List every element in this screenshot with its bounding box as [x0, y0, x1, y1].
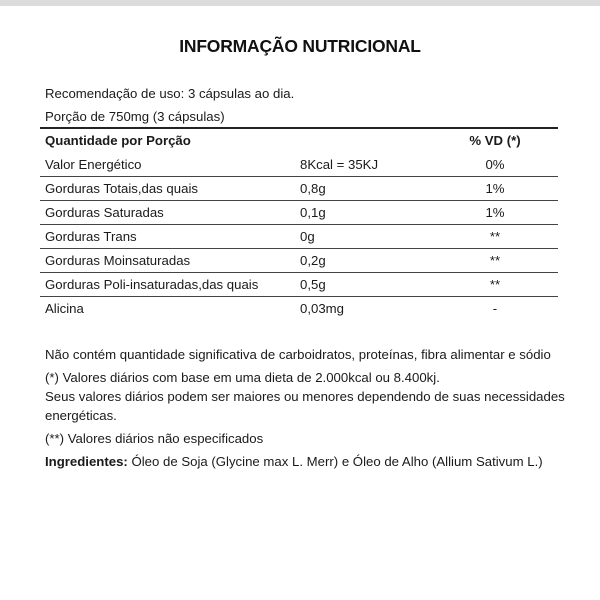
nutrient-vd: 1% [485, 205, 505, 220]
table-row [40, 177, 558, 201]
table-row [40, 201, 558, 225]
header-quantity: Quantidade por Porção [45, 133, 191, 148]
nutrient-vd: - [492, 301, 498, 316]
table-row [40, 273, 558, 297]
nutrient-name: Alicina [45, 301, 84, 316]
nutrient-name: Valor Energético [45, 157, 142, 172]
nutrient-vd: ** [489, 277, 501, 292]
nutrient-amount: 8Kcal = 35KJ [300, 157, 379, 172]
daily-values-note-2: Seus valores diários podem ser maiores ou menores dependendo de suas necessidades energéticas. [45, 389, 565, 423]
nutrient-name: Gorduras Poli-insaturadas,das quais [45, 277, 259, 292]
nutrient-vd: 0% [485, 157, 505, 172]
portion-size: Porção de 750mg (3 cápsulas) [45, 109, 225, 124]
top-bar [0, 0, 600, 6]
table-row [40, 249, 558, 273]
daily-values-note: (*) Valores diários com base em uma dieta de 2.000kcal ou 8.400kj. [45, 370, 440, 385]
nutrient-amount: 0g [300, 229, 315, 244]
ingredients [45, 452, 565, 471]
nutrient-amount: 0,8g [300, 181, 326, 196]
not-specified-note: (**) Valores diários não especificados [45, 431, 264, 446]
nutrient-vd: ** [489, 253, 501, 268]
nutrient-amount: 0,1g [300, 205, 326, 220]
table-row [40, 225, 558, 249]
footnotes [45, 345, 565, 475]
nutrient-name: Gorduras Totais,das quais [45, 181, 198, 196]
usage-recommendation: Recomendação de uso: 3 cápsulas ao dia. [45, 86, 295, 101]
header-vd: % VD (*) [469, 133, 521, 148]
ingredients-text: Óleo de Soja (Glycine max L. Merr) e Óleo de Alho (Allium Sativum L.) [127, 454, 543, 469]
nutrient-amount: 0,2g [300, 253, 326, 268]
nutrient-name: Gorduras Saturadas [45, 205, 164, 220]
nutrient-amount: 0,5g [300, 277, 326, 292]
nutrition-table [40, 127, 558, 320]
nutrient-name: Gorduras Moinsaturadas [45, 253, 191, 268]
nutrient-name: Gorduras Trans [45, 229, 137, 244]
page-title: INFORMAÇÃO NUTRICIONAL [179, 36, 421, 56]
nutrient-amount: 0,03mg [300, 301, 344, 316]
ingredients-label: Ingredientes: [45, 454, 128, 469]
table-header [40, 129, 558, 153]
table-row [40, 153, 558, 177]
table-row [40, 297, 558, 320]
nutrient-vd: 1% [485, 181, 505, 196]
not-significant-note: Não contém quantidade significativa de carboidratos, proteínas, fibra alimentar e sódio [45, 347, 551, 362]
nutrient-vd: ** [489, 229, 501, 244]
